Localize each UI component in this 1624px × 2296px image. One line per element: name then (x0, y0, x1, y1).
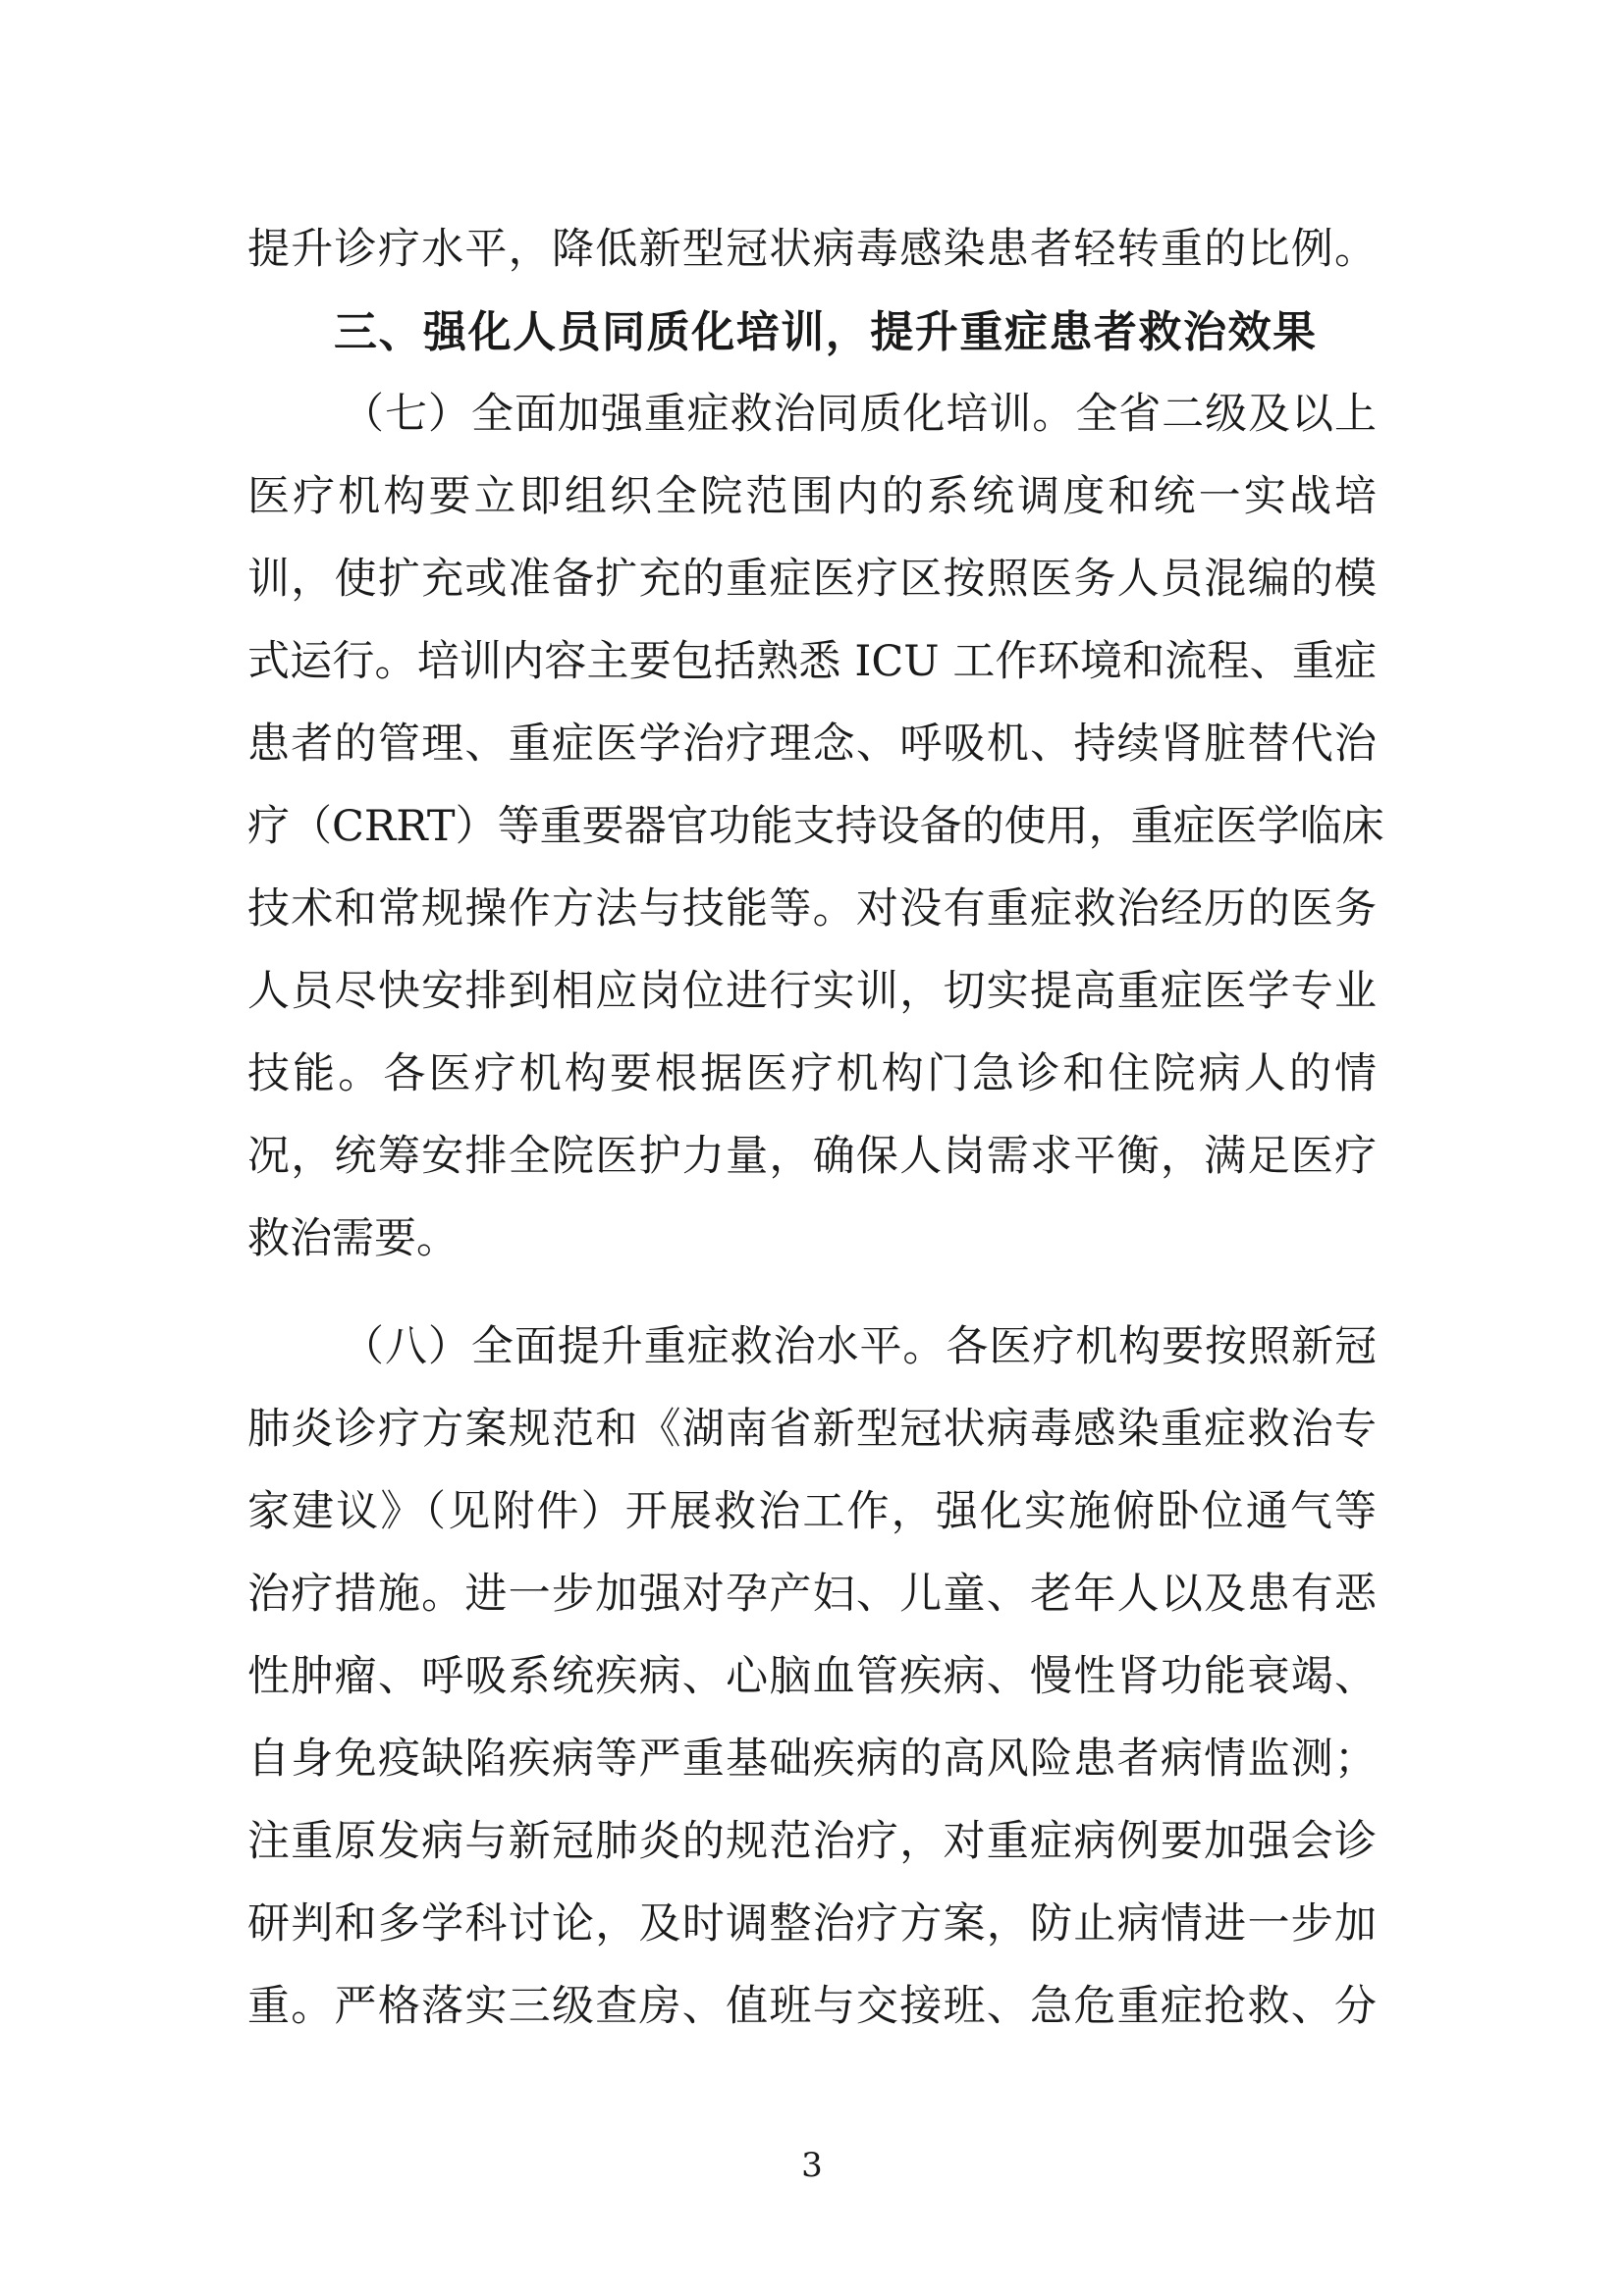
body-text-line: 肺炎诊疗方案规范和《湖南省新型冠状病毒感染重症救治专 (247, 1405, 1377, 1454)
body-text-line: 救治需要。 (247, 1214, 459, 1263)
body-text-line: 式运行。培训内容主要包括熟悉 ICU 工作环境和流程、重症 (247, 637, 1377, 686)
body-text-line: 况，统筹安排全院医护力量，确保人岗需求平衡，满足医疗 (247, 1132, 1377, 1181)
paragraph-first-line: （八）全面提升重症救治水平。各医疗机构要按照新冠 (342, 1322, 1377, 1371)
page-number: 3 (801, 2146, 823, 2185)
body-text-line: 自身免疫缺陷疾病等严重基础疾病的高风险患者病情监测； (247, 1735, 1377, 1784)
paragraph-first-line: （七）全面加强重症救治同质化培训。全省二级及以上 (342, 390, 1377, 439)
body-text-line: 性肿瘤、呼吸系统疾病、心脑血管疾病、慢性肾功能衰竭、 (247, 1652, 1377, 1701)
section-heading: 三、强化人员同质化培训，提升重症患者救治效果 (334, 307, 1316, 357)
body-text-line: 人员尽快安排到相应岗位进行实训，切实提高重症医学专业 (247, 967, 1377, 1016)
body-text-line: 提升诊疗水平，降低新型冠状病毒感染患者轻转重的比例。 (247, 225, 1377, 274)
body-text-line: 患者的管理、重症医学治疗理念、呼吸机、持续肾脏替代治 (247, 720, 1377, 769)
body-text-line: 治疗措施。进一步加强对孕产妇、儿童、老年人以及患有恶 (247, 1570, 1377, 1619)
body-text-line: 疗（CRRT）等重要器官功能支持设备的使用，重症医学临床 (247, 802, 1384, 851)
body-text-line: 技术和常规操作方法与技能等。对没有重症救治经历的医务 (247, 884, 1377, 934)
body-text-line: 研判和多学科讨论，及时调整治疗方案，防止病情进一步加 (247, 1899, 1377, 1949)
body-text-line: 重。严格落实三级查房、值班与交接班、急危重症抢救、分 (247, 1982, 1377, 2031)
body-text-line: 技能。各医疗机构要根据医疗机构门急诊和住院病人的情 (247, 1049, 1377, 1098)
body-text-line: 家建议》（见附件）开展救治工作，强化实施俯卧位通气等 (247, 1487, 1377, 1536)
body-text-line: 训，使扩充或准备扩充的重症医疗区按照医务人员混编的模 (247, 555, 1377, 604)
body-text-line: 注重原发病与新冠肺炎的规范治疗，对重症病例要加强会诊 (247, 1817, 1377, 1866)
body-text-line: 医疗机构要立即组织全院范围内的系统调度和统一实战培 (247, 472, 1377, 521)
